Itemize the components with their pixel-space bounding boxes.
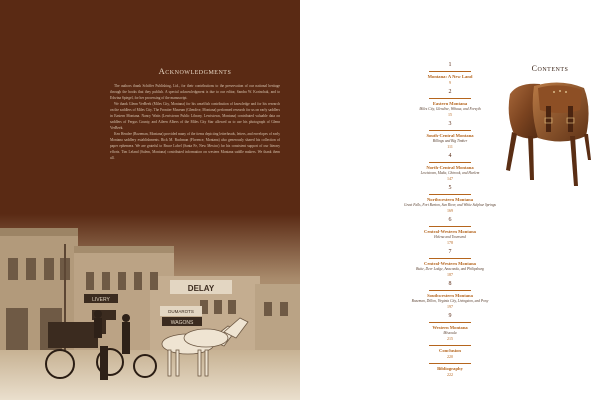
toc-chapter-title: Northwestern Montana <box>426 197 474 202</box>
toc-chapter-subtitle: Helena and Townsend <box>434 235 466 239</box>
toc-chapter-subtitle: Missoula <box>443 331 457 335</box>
sign-livery: LIVERY <box>92 297 110 303</box>
toc-divider <box>429 162 471 163</box>
historic-street-photo <box>0 214 300 400</box>
toc-chapter-6[interactable] <box>390 217 510 245</box>
table-of-contents <box>390 62 510 381</box>
toc-page-number: 187 <box>447 272 453 277</box>
sign-dumarots: DUMAROTS <box>168 309 194 314</box>
toc-divider <box>429 226 471 227</box>
toc-page-number: 15 <box>448 112 452 117</box>
toc-chapter-4[interactable] <box>390 153 510 181</box>
toc-chapter-3[interactable] <box>390 121 510 149</box>
toc-page-number: 178 <box>447 240 453 245</box>
acknowledgments-paragraph: The authors thank Schiffer Publishing, Ltd., for their contributions to the preservation of our national heritage through the books that they publish. A special acknowledgment is due to our editor, Sandra W. Korinchak, and to Edwina Spiegel, for her processing of the manuscript. <box>110 84 280 100</box>
toc-chapter-number: 9 <box>448 313 452 319</box>
toc-chapter-title: Eastern Montana <box>432 101 468 106</box>
acknowledgments-body <box>110 84 280 162</box>
toc-conclusion[interactable] <box>390 345 510 359</box>
toc-page-number: 220 <box>447 354 453 359</box>
toc-divider <box>429 322 471 323</box>
toc-page-number: 215 <box>447 336 453 341</box>
toc-page-number: 169 <box>447 208 453 213</box>
toc-page-number: 197 <box>447 304 453 309</box>
toc-chapter-number: 6 <box>448 217 452 223</box>
toc-end-title: Bibliography <box>437 366 463 371</box>
toc-chapter-number: 5 <box>448 185 452 191</box>
toc-page-number: 222 <box>447 372 453 377</box>
acknowledgments-title: Acknowledgments <box>158 66 232 76</box>
toc-chapter-title: North-Central Montana <box>426 165 474 170</box>
toc-chapter-subtitle: Miles City, Glendive, Wibaux, and Forsyth <box>419 107 481 111</box>
toc-chapter-subtitle: Billings and Big Timber <box>432 139 468 143</box>
toc-divider <box>429 130 471 131</box>
toc-chapter-subtitle: Bozeman, Dillon, Virginia City, Livingston, and Pony <box>411 299 489 303</box>
toc-chapter-title: Western Montana <box>432 325 468 330</box>
toc-chapter-number: 3 <box>448 121 452 127</box>
saddlebag-image <box>500 76 596 194</box>
sign-wagons: WAGONS <box>170 320 194 326</box>
toc-chapter-5[interactable] <box>390 185 510 213</box>
toc-chapter-2[interactable] <box>390 89 510 117</box>
toc-bibliography[interactable] <box>390 363 510 377</box>
toc-chapter-number: 2 <box>448 89 452 95</box>
toc-divider <box>429 258 471 259</box>
toc-divider <box>429 194 471 195</box>
toc-chapter-subtitle: Butte, Deer Lodge, Anaconda, and Philipsburg <box>416 267 484 271</box>
toc-chapter-number: 7 <box>448 249 452 255</box>
toc-divider <box>429 71 471 72</box>
toc-chapter-subtitle: Lewistown, Malta, Chinook, and Harlem <box>420 171 480 175</box>
toc-chapter-number: 4 <box>448 153 452 159</box>
toc-chapter-8[interactable] <box>390 281 510 309</box>
sign-delay: DELAY <box>187 284 215 293</box>
toc-end-title: Conclusion <box>439 348 461 353</box>
toc-divider <box>429 345 471 346</box>
toc-chapter-1[interactable] <box>390 62 510 85</box>
toc-chapter-subtitle: Great Falls, Fort Benton, Sun River, and White Sulphur Springs <box>404 203 496 207</box>
toc-chapter-title: Central-Western Montana <box>424 229 476 234</box>
toc-divider <box>429 363 471 364</box>
toc-chapter-number: 8 <box>448 281 452 287</box>
toc-chapter-7[interactable] <box>390 249 510 277</box>
acknowledgments-paragraph: Ken Hendee (Bozeman, Montana) provided many of the items depicting letterheads, letters, and envelopes of early Montana saddlery establishments. Rick M. Buchman (Florence, Montana) also generously shared his collection of paper ephemera. We are grateful to Bruce Lobel (Santa Fe, New Mexico) for his consistent support of our literary efforts. Tim Leland (Salem, Montana) contributed information on western Montana saddle makers. We thank them all. <box>110 132 280 160</box>
toc-page-number: 9 <box>449 80 451 85</box>
toc-divider <box>429 290 471 291</box>
toc-page-number: 111 <box>447 144 453 149</box>
contents-page <box>300 0 600 400</box>
toc-chapter-title: Southwestern Montana <box>427 293 473 298</box>
toc-chapter-title: South-Central Montana <box>426 133 474 138</box>
toc-chapter-title: Montana: A New Land <box>427 74 473 79</box>
toc-chapter-9[interactable] <box>390 313 510 341</box>
toc-chapter-title: Central-Western Montana <box>424 261 476 266</box>
toc-divider <box>429 98 471 99</box>
toc-page-number: 147 <box>447 176 453 181</box>
toc-chapter-number: 1 <box>448 62 452 68</box>
contents-title: Contents <box>531 64 569 73</box>
acknowledgments-paragraph: We thank Glenn VerBeek (Miles City, Montana) for his unselfish contribution of knowledge and for his research on the saddlers of Miles City. The Frontier Museum (Glendive, Montana) performed research for us on early saddlers in Eastern Montana. Nancy Watts (Lewistown Public Library, Lewistown, Montana) contributed valuable data on saddlers of Fergus County, and Aileen Albers of the Miles City Star allowed us to use his photograph of Glenn VerBeek. <box>110 102 280 130</box>
